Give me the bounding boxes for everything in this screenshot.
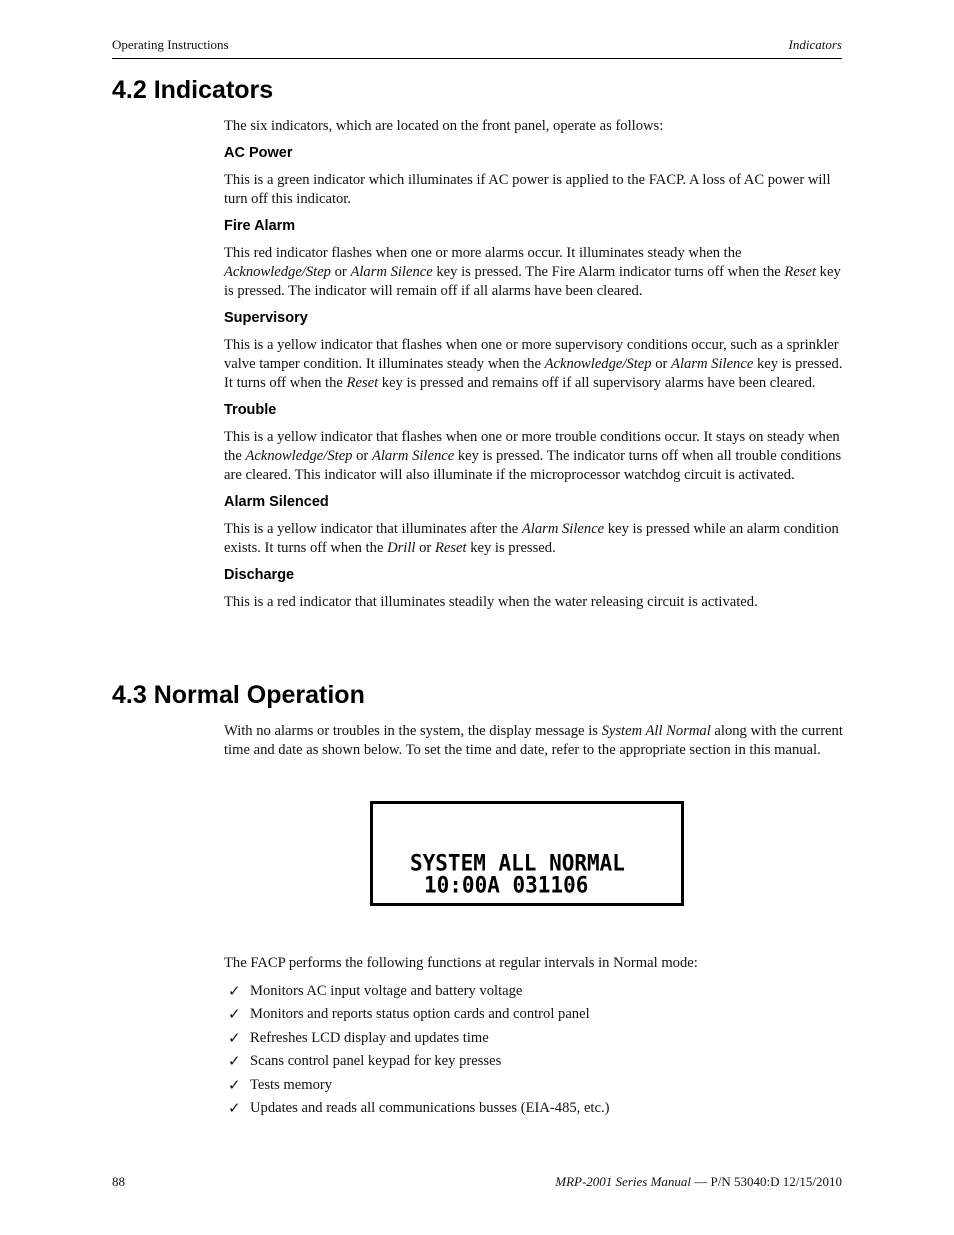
section-4-3-title: 4.3 Normal Operation (112, 681, 365, 709)
discharge-heading: Discharge (224, 567, 295, 583)
fire-alarm-text: This red indicator flashes when one or more alarms occur. It illuminates steady when the Acknowledge/Step or Alarm Silence key is pressed. The Fire Alarm indicator turns off when the Reset key is pressed. The indicator will remain off if all alarms have been cleared. (224, 245, 841, 299)
list-item: ✓ Tests memory (228, 1075, 333, 1094)
supervisory-heading: Supervisory (224, 310, 308, 326)
list-item: ✓ Monitors AC input voltage and battery voltage (228, 982, 523, 1000)
list-item: ✓ Monitors and reports status option cards and control panel (228, 1005, 590, 1024)
alarm-silenced-text: This is a yellow indicator that illuminates after the Alarm Silence key is pressed while an alarm condition exists. It turns off when the Drill or Reset key is pressed. (224, 521, 839, 556)
fire-alarm-heading: Fire Alarm (224, 218, 296, 234)
page-header (112, 37, 842, 59)
checkmark-icon: ✓ (228, 982, 241, 1000)
ac-power-heading: AC Power (224, 145, 293, 161)
checkmark-icon: ✓ (228, 1075, 241, 1094)
checkmark-icon: ✓ (228, 1028, 241, 1047)
checkmark-icon: ✓ (228, 1052, 241, 1071)
checkmark-icon: ✓ (228, 1098, 241, 1117)
list-item: ✓ Scans control panel keypad for key presses (228, 1052, 502, 1071)
discharge-text: This is a red indicator that illuminates steadily when the water releasing circuit is activated. (224, 594, 758, 610)
header-section-label: Operating Instructions (112, 37, 229, 52)
functions-intro: The FACP performs the following functions at regular intervals in Normal mode: (224, 955, 698, 971)
normal-mode-functions (224, 954, 844, 1122)
page-footer (112, 1174, 842, 1190)
indicators-intro: The six indicators, which are located on the front panel, operate as follows: (224, 118, 664, 134)
lcd-display-figure (370, 801, 684, 906)
footer-manual-info: MRP-2001 Series Manual — P/N 53040:D 12/15/2010 (555, 1174, 842, 1189)
normal-operation-intro: With no alarms or troubles in the system, the display message is System All Normal along with the current time and date as shown below. To set the time and date, refer to the appropriate section in this manual. (224, 723, 843, 758)
page-number: 88 (112, 1174, 125, 1189)
trouble-text: This is a yellow indicator that flashes when one or more trouble conditions occur. It stays on steady when the Acknowledge/Step or Alarm Silence key is pressed. The indicator turns off when all trouble conditions are cleared. This indicator will also illuminate if the microprocessor watchdog circuit is activated. (224, 429, 842, 483)
supervisory-text: This is a yellow indicator that flashes when one or more supervisory conditions occur, such as a sprinkler valve tamper condition. It illuminates steady when the Acknowledge/Step or Alarm Silence key is pressed. It turns off when the Reset key is pressed and remains off if all supervisory alarms have been cleared. (224, 337, 843, 391)
list-item: ✓ Updates and reads all communications busses (EIA-485, etc.) (228, 1098, 610, 1117)
header-chapter-label: Indicators (788, 37, 842, 52)
list-item: ✓ Refreshes LCD display and updates time (228, 1028, 489, 1047)
checkmark-icon: ✓ (228, 1005, 241, 1024)
ac-power-text: This is a green indicator which illuminates if AC power is applied to the FACP. A loss of AC power will turn off this indicator. (224, 172, 831, 207)
section-4-2-body (224, 117, 844, 612)
lcd-line-2: 10:00A 031106 (424, 872, 589, 898)
functions-list (224, 982, 844, 1118)
alarm-silenced-heading: Alarm Silenced (224, 494, 329, 510)
lcd-line-1: SYSTEM ALL NORMAL (410, 850, 625, 876)
section-4-2-title: 4.2 Indicators (112, 76, 274, 104)
trouble-heading: Trouble (224, 402, 277, 418)
